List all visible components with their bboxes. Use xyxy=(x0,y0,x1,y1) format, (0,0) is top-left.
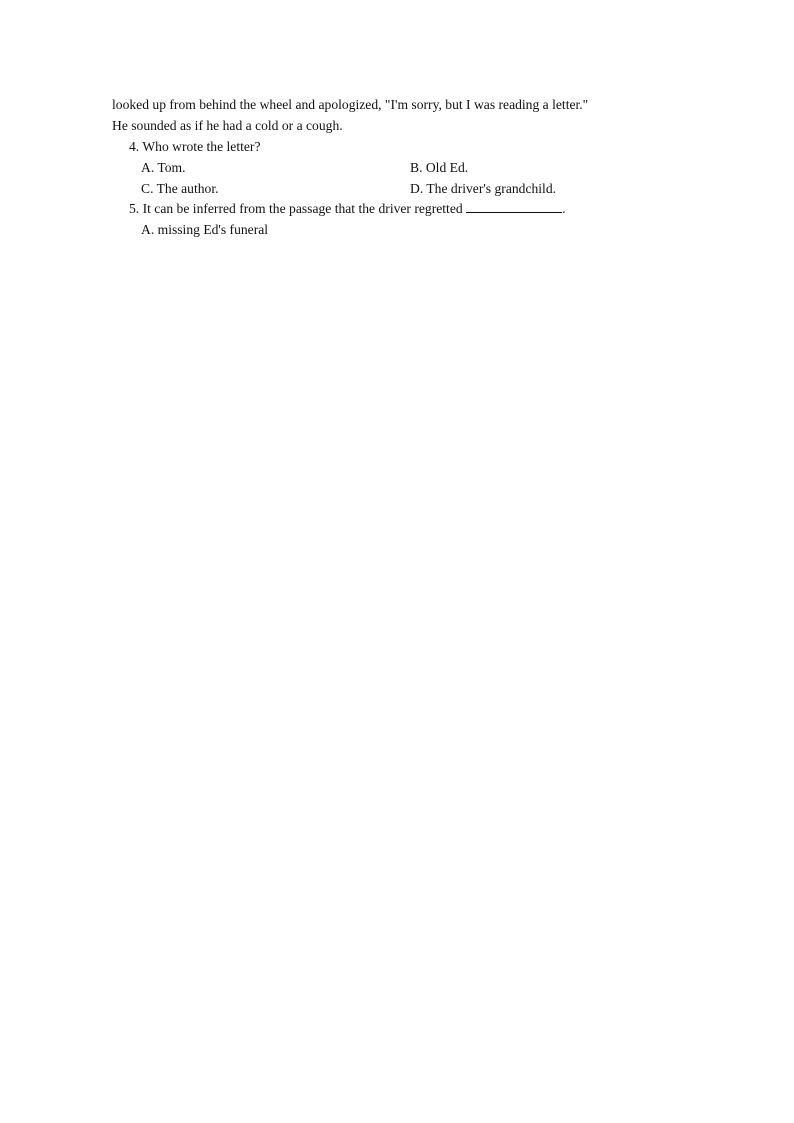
option-a[interactable]: A. missing Ed's funeral xyxy=(141,222,269,238)
question-4 xyxy=(112,137,678,200)
option-c[interactable]: C. The author. xyxy=(141,180,219,196)
option-b[interactable]: B. Old Ed. xyxy=(410,159,469,175)
option-a[interactable]: A. Tom. xyxy=(141,159,186,175)
question-5 xyxy=(112,199,678,241)
option-d[interactable]: D. The driver's grandchild. xyxy=(410,180,557,196)
question-stem: 5. It can be inferred from the passage that the driver regretted . xyxy=(129,201,566,217)
answer-blank xyxy=(466,199,562,213)
exam-page xyxy=(112,95,678,241)
option-row xyxy=(112,158,678,179)
question-stem: 4. Who wrote the letter? xyxy=(129,138,261,154)
passage-line: looked up from behind the wheel and apologized, "I'm sorry, but I was reading a letter." xyxy=(112,97,589,112)
option-row xyxy=(112,179,678,200)
passage-line: He sounded as if he had a cold or a cough. xyxy=(112,117,343,133)
reading-passage xyxy=(112,95,678,137)
question-stem-text: 5. It can be inferred from the passage that the driver regretted xyxy=(129,201,463,217)
